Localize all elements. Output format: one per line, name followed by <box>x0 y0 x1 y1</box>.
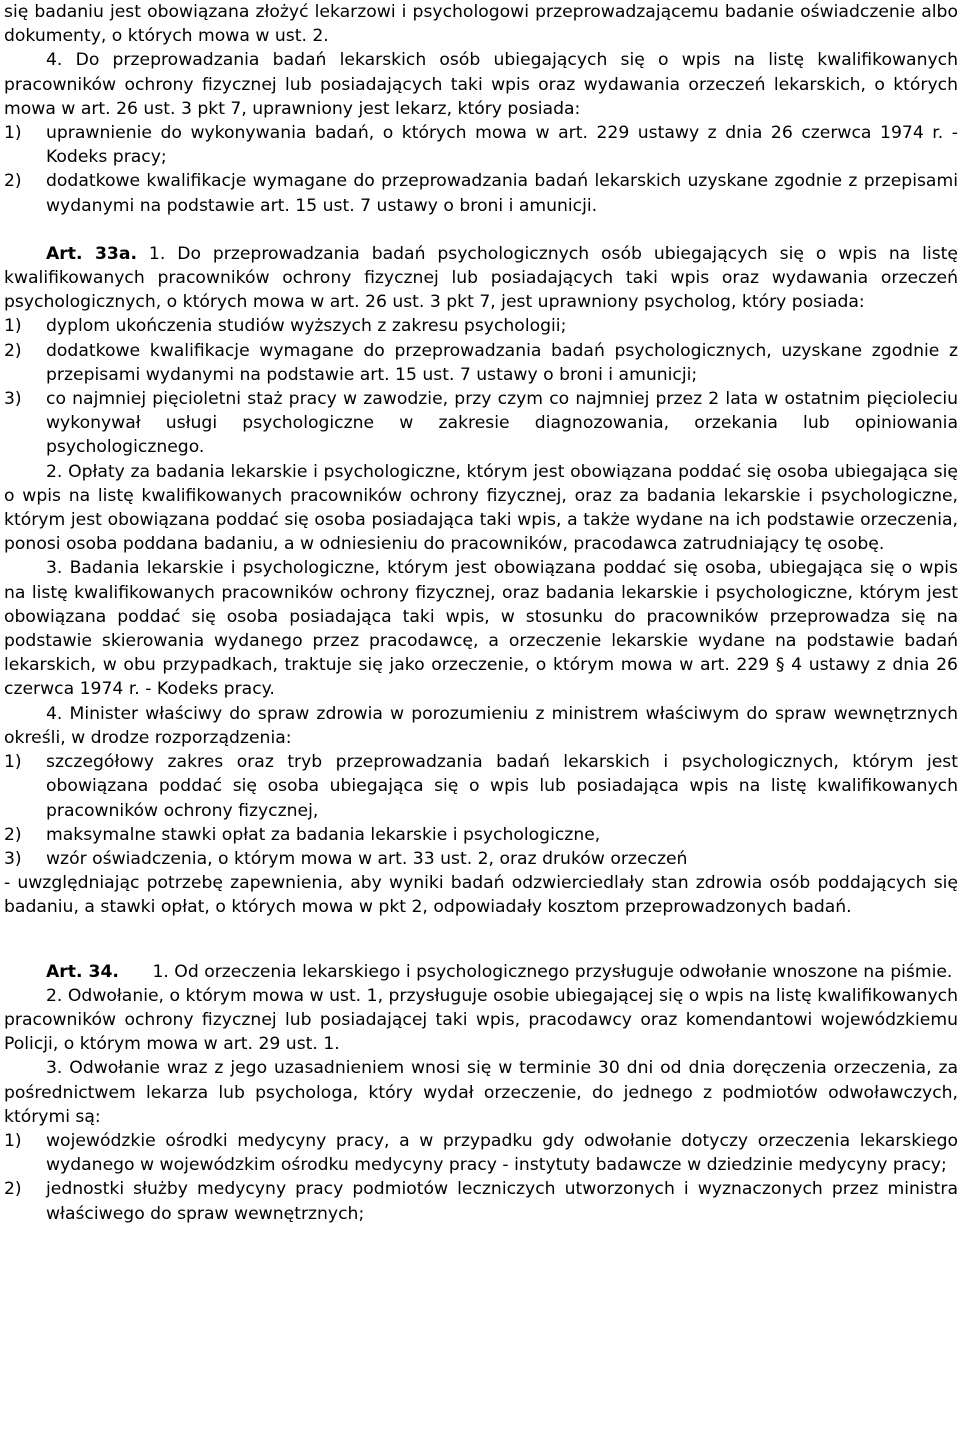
list-item-number: 2) <box>4 171 22 192</box>
list-item <box>4 121 958 169</box>
list-item-number: 1) <box>4 752 22 773</box>
art-33a-paragraph-4-closing: - uwzględniając potrzebę zapewnienia, aby wyniki badań odzwierciedlały stan zdrowia osób poddających się badaniu, a stawki opłat, o których mowa w pkt 2, odpowiadały kosztom przeprowadzonych badań. <box>4 873 958 918</box>
list-item <box>4 314 958 338</box>
art-33a-paragraph-2: 2. Opłaty za badania lekarskie i psychologiczne, którym jest obowiązana poddać się osoba ubiegająca się o wpis na listę kwalifikowanych pracowników ochrony fizycznej, oraz za badania lekarskie i psychologiczne, którym jest obowiązana poddać się osoba posiadająca taki wpis, a także wydane na ich podstawie orzeczenia, ponosi osoba poddana badaniu, a w odniesieniu do pracowników, pracodawca zatrudniający tę osobę. <box>4 461 958 555</box>
list-item-number: 2) <box>4 824 22 845</box>
list-item-text: dodatkowe kwalifikacje wymagane do przeprowadzania badań lekarskich uzyskane zgodnie z przepisami wydanymi na podstawie art. 15 ust. 7 ustawy o broni i amunicji. <box>46 171 958 216</box>
list-item-number: 3) <box>4 848 22 869</box>
article-heading: Art. 34. <box>46 961 119 982</box>
list-item <box>4 387 958 460</box>
list-item-text: dodatkowe kwalifikacje wymagane do przeprowadzania badań psychologicznych, uzyskane zgodnie z przepisami wydanymi na podstawie art. 15 ust. 7 ustawy o broni i amunicji; <box>46 340 958 385</box>
list-item-text: uprawnienie do wykonywania badań, o których mowa w art. 229 ustawy z dnia 26 czerwca 1974 r. - Kodeks pracy; <box>46 123 958 168</box>
art-34-paragraph-2: 2. Odwołanie, o którym mowa w ust. 1, przysługuje osobie ubiegającej się o wpis na listę kwalifikowanych pracowników ochrony fizycznej lub posiadającej taki wpis, pracodawcy oraz komendantowi wojewódzkiemu Policji, o którym mowa w art. 29 ust. 1. <box>4 985 958 1055</box>
article-heading: Art. 33a. <box>46 243 137 264</box>
art-34-paragraph-1 <box>4 960 958 984</box>
list-item-number: 3) <box>4 389 22 410</box>
art-33a-paragraph-1 <box>4 242 958 315</box>
list-item-number: 2) <box>4 340 22 361</box>
list-item-number: 1) <box>4 123 22 144</box>
paragraph-4-intro: 4. Do przeprowadzania badań lekarskich osób ubiegających się o wpis na listę kwalifikowanych pracowników ochrony fizycznej lub posiadających taki wpis oraz wydawania orzeczeń lekarskich, o których mowa w art. 26 ust. 3 pkt 7, uprawniony jest lekarz, który posiada: <box>4 50 958 119</box>
article-text: 1. Od orzeczenia lekarskiego i psychologicznego przysługuje odwołanie wnoszone na piśmie. <box>152 961 953 982</box>
list-item-text: co najmniej pięcioletni staż pracy w zawodzie, przy czym co najmniej przez 2 lata w ostatnim pięcioleciu wykonywał usługi psychologiczne w zakresie diagnozowania, orzekania lub opiniowania psychologicznego. <box>46 389 958 458</box>
list-item-text: dyplom ukończenia studiów wyższych z zakresu psychologii; <box>46 316 567 337</box>
art-33a-paragraph-4-intro: 4. Minister właściwy do spraw zdrowia w porozumieniu z ministrem właściwym do spraw wewnętrznych określi, w drodze rozporządzenia: <box>4 703 958 748</box>
list-item <box>4 750 958 823</box>
list-item <box>4 339 958 387</box>
list-item-text: szczegółowy zakres oraz tryb przeprowadzania badań lekarskich i psychologicznych, którym jest obowiązana poddać się osoba ubiegająca się o wpis lub posiadająca wpis na listę kwalifikowanych pracowników ochrony fizycznej, <box>46 752 958 821</box>
continuation-paragraph: się badaniu jest obowiązana złożyć lekarzowi i psychologowi przeprowadzającemu badanie oświadczenie albo dokumenty, o których mowa w ust. 2. <box>4 2 958 47</box>
art-33a-paragraph-3: 3. Badania lekarskie i psychologiczne, którym jest obowiązana poddać się osoba, ubiegająca się o wpis na listę kwalifikowanych pracowników ochrony fizycznej, oraz badania lekarskie i psychologiczne, którym jest obowiązana poddać się osoba posiadająca taki wpis, w stosunku do pracowników przeprowadza się na podstawie skierowania wydanego przez pracodawcę, a orzeczenie lekarskie wydane na podstawie badań lekarskich, w obu przypadkach, traktuje się jako orzeczenie, o którym mowa w art. 229 § 4 ustawy z dnia 26 czerwca 1974 r. - Kodeks pracy. <box>4 558 958 700</box>
list-item-number: 1) <box>4 316 22 337</box>
list-item-text: wzór oświadczenia, o którym mowa w art. 33 ust. 2, oraz druków orzeczeń <box>46 848 688 869</box>
art-34-paragraph-3-intro: 3. Odwołanie wraz z jego uzasadnieniem wnosi się w terminie 30 dni od dnia doręczenia orzeczenia, za pośrednictwem lekarza lub psychologa, który wydał orzeczenie, do jednego z podmiotów odwoławczych, którymi są: <box>4 1058 958 1127</box>
list-item-text: wojewódzkie ośrodki medycyny pracy, a w przypadku gdy odwołanie dotyczy orzeczenia lekarskiego wydanego w wojewódzkim ośrodku medycyny pracy - instytuty badawcze w dziedzinie medycyny pracy; <box>46 1130 958 1176</box>
list-item <box>4 847 958 871</box>
list-item-text: maksymalne stawki opłat za badania lekarskie i psychologiczne, <box>46 824 601 845</box>
list-item <box>4 1177 958 1225</box>
list-item-number: 2) <box>4 1179 22 1200</box>
list-item <box>4 1129 958 1177</box>
list-item-text: jednostki służby medycyny pracy podmiotów leczniczych utworzonych i wyznaczonych przez ministra właściwego do spraw wewnętrznych; <box>46 1179 958 1224</box>
list-item <box>4 823 958 847</box>
list-item <box>4 169 958 217</box>
article-text: 1. Do przeprowadzania badań psychologicznych osób ubiegających się o wpis na listę kwalifikowanych pracowników ochrony fizycznej lub posiadających taki wpis oraz wydawania orzeczeń psychologicznych, o których mowa w art. 26 ust. 3 pkt 7, jest uprawniony psycholog, który posiada: <box>4 243 958 313</box>
list-item-number: 1) <box>4 1130 22 1151</box>
